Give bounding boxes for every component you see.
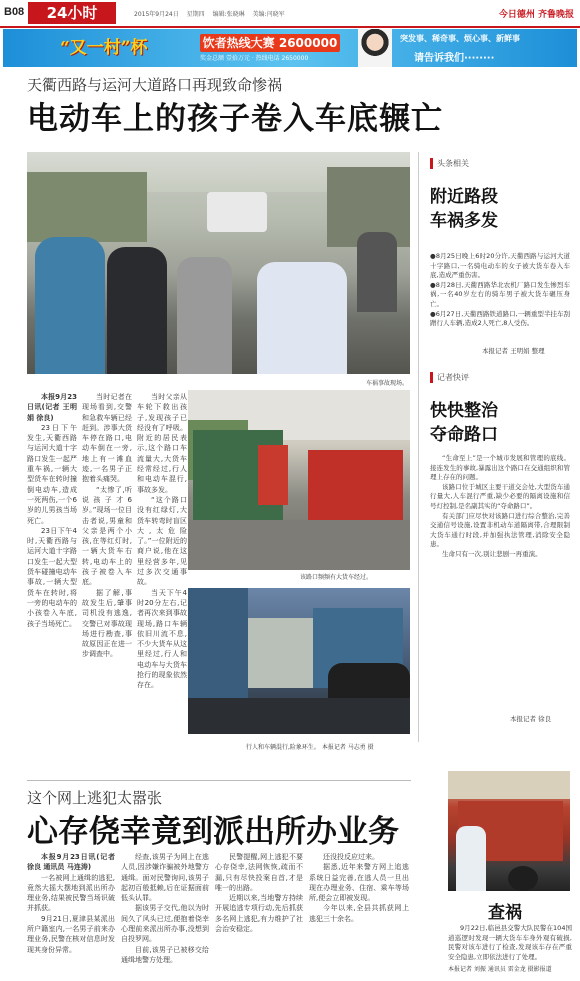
truck-intersection-photo [188,390,410,570]
story1-paragraph: 23日下午发生,天衢西路与运河大道十字路口发生一起严重车祸,一辆大型货车在转时撞倒电动车,造成一死两伤,一个6岁的儿男孩当场死亡。 [27,423,77,525]
story2-headline: 心存侥幸竟到派出所办业务 [27,814,399,850]
ad-person-image [358,29,392,67]
sidebar-item: ●8月25日晚上6时20分许,天衢西路与运河大道十字路口,一名骑电动车的女子被大货车卷入车底,造成严重伤害。 [430,252,570,280]
photo2-caption: 该路口频频有大货车经过。 [300,574,373,581]
ad-line-2: 请告诉我们········ [414,53,495,64]
sidebar-tag: 头条相关 [430,158,469,169]
story1-paragraph: “这个路口没有红绿灯,大货车转弯时盲区大,太危险了。”一位附近的商户说,他在这里经营多年,见过多次交通事故。 [137,495,187,587]
issue-weekday: 星期四 [186,11,205,18]
newspaper-brand: 今日德州 齐鲁晚报 [498,10,574,20]
photo1-caption: 车祸事故现场。 [366,380,409,387]
story1-paragraph: 据了解,事故发生后,肇事司机没有逃逸,交警已对事故现场进行勘查,事故原因正在进一步调查中。 [82,588,132,659]
sidebar-body [430,252,570,342]
designer-credit: 美编:闫晓军 [252,11,285,18]
commentary-paragraph: 有关部门应尽快对该路口进行综合整治,完善交通信号设施,设置非机动车道隔离带,合理限制大货车通行时段,并加强执法管理,消除安全隐患。 [430,511,570,549]
ad-prize-note: 奖金总额 壹拾万元 · 热线电话 2650000 [200,55,309,62]
story1-paragraph: 当时父亲从车轮下救出孩子,发现孩子已经没有了呼吸。附近的居民表示,这个路口车流量大,大货车经常经过,行人和电动车混行,事故多发。 [137,393,187,494]
sidebar-divider [418,152,419,742]
story1-dateline: 本报9月23日讯(记者 王明娟 徐良) [27,393,77,422]
story2-paragraph: 经查,该男子为网上在逃人员,因涉嫌诈骗被外地警方通缉。面对民警询问,该男子起初百般抵赖,后在证据面前低头认罪。 [121,853,209,903]
story2-dateline: 本报9月23日讯(记者 徐良 通讯员 马连涛) [27,853,115,872]
sidebar-headline-2: 车祸多发 [430,211,498,231]
story2-paragraph: 今年以来,全县共抓获网上逃犯三十余名。 [309,904,409,923]
story1-kicker: 天衢西路与运河大道路口再现致命惨祸 [27,76,283,94]
story2-column-1 [27,852,115,976]
commentary-paragraph: “生命至上”是一个城市发展和管理的底线。接连发生的事故,暴露出这个路口在交通组织和管理上存在的问题。 [430,454,570,482]
story2-column-2 [121,852,209,976]
story2-paragraph: 9月21日,夏津县某派出所户籍室内,一名男子前来办理业务,民警在核对信息时发现其身份异常。 [27,914,115,954]
photo3-caption: 行人和车辆混行,险象环生。 本报记者 马志勇 摄 [246,744,374,751]
section-label: 24小时 [28,2,116,24]
story2-column-4 [309,852,409,976]
sidebar2-paragraph: 9月22日,临邑县交警大队民警在104国道巡逻时发现一辆大货车车身外观有破损,民警对该车进行了检查,发现该车存在严重安全隐患,立即依法进行了处理。 [448,924,572,961]
story1-paragraph: 当天下午4时20分左右,记者再次来到事故现场,路口车辆依旧川流不息,不少大货车从这里经过,行人和电动车与大货车抢行的现象依然存在。 [137,588,187,690]
story1-paragraph: “太惨了,听说孩子才6岁。”现场一位目击者说,男童和父亲是两个小孩,在等红灯时,一辆大货车右转,电动车上的孩子被卷入车底。 [82,485,132,587]
story2-paragraph: 据该男子交代,他以为时间久了风头已过,便抱着侥幸心理前来派出所办事,没想到自投罗网。 [121,904,209,944]
story1-headline: 电动车上的孩子卷入车底辗亡 [27,101,443,137]
sidebar2-credit: 本报记者 刘振 通讯员 雷金龙 摄影报道 [448,966,552,973]
story2-column-3 [215,852,303,976]
story1-column-1 [27,392,77,773]
editor-credit: 编辑:张晓琳 [212,11,245,18]
sidebar-item: ●8月28日,天衢西路华北农机厂路口发生惨烈车祸,一名40岁左右的骑车男子被大货车碾压身亡。 [430,280,570,308]
commentary-body [430,454,570,708]
accident-scene-photo [27,152,410,374]
story1-paragraph: 当时记者在现场看到,交警和急救车辆已经赶到。涉事大货车停在路口,电动车倒在一旁,地上有一滩血迹,一名男子正抱着头痛哭。 [82,393,132,484]
truck-inspection-photo [448,771,570,891]
sidebar2-body [448,924,572,962]
page-number: B08 [4,6,25,18]
story2-paragraph: 近期以来,当地警方持续开展追逃专项行动,先后抓获多名网上逃犯,有力维护了社会治安稳定。 [215,894,303,934]
story2-paragraph: 目前,该男子已被移交给通缉地警方处理。 [121,945,209,964]
sidebar-headline-3: 快快整治 [430,401,498,421]
story2-paragraph: 还没投反应过来。 [323,853,379,861]
mixed-traffic-photo [188,588,410,734]
sidebar-tag-2: 记者快评 [430,372,469,383]
commentary-paragraph: 生命只有一次,别让悲剧一再重演。 [442,549,542,558]
ad-title: “又一村”杯 [60,38,148,58]
commentary-paragraph: 该路口位于城区主要干道交会处,大型货车通行量大,人车混行严重,缺少必要的隔离设施和信号灯控制,是名副其实的“夺命路口”。 [430,482,570,510]
story2-paragraph: 一名被网上通缉的逃犯,竟然大摇大摆地到派出所办理业务,结果被民警当场识破并抓获。 [27,873,115,913]
sidebar-headline-1: 附近路段 [430,187,498,207]
ad-line-1: 突发事、稀奇事、烦心事、新鲜事 [400,34,520,43]
commentary-credit: 本报记者 徐良 [510,715,552,723]
sidebar-headline-4: 夺命路口 [430,425,498,445]
issue-meta [134,9,291,18]
sidebar-credit: 本报记者 王明娟 整理 [482,347,545,355]
story2-paragraph: 民警提醒,网上逃犯不要心存侥幸,法网恢恢,疏而不漏,只有尽快投案自首,才是唯一的出路。 [215,853,303,892]
story1-column-3 [137,392,187,773]
sidebar2-headline: 查祸 [488,903,522,923]
story2-kicker: 这个网上逃犯太嚣张 [27,789,163,807]
story1-column-2 [82,392,132,773]
story1-paragraph: 23日下午4时,天衢西路与运河大道十字路口发生一起大型货车碰撞电动车事故,一辆大型货车在转时,将一旁的电动车的小孩卷入车底,孩子当场死亡。 [27,526,77,628]
ad-hotline: 饮者热线大赛 2600000 [200,34,340,52]
issue-date: 2015年9月24日 [134,11,179,18]
story2-paragraph: 据悉,近年来警方网上追逃系统日益完善,在逃人员一旦出现在办理业务、住宿、乘车等场所,便会立即被发现。 [309,863,409,903]
story-separator [27,780,411,781]
sidebar-item: ●6月27日,天衢西路铁道路口,一辆重型半挂车刮蹭行人车辆,造成2人死亡,8人受伤。 [430,309,570,328]
